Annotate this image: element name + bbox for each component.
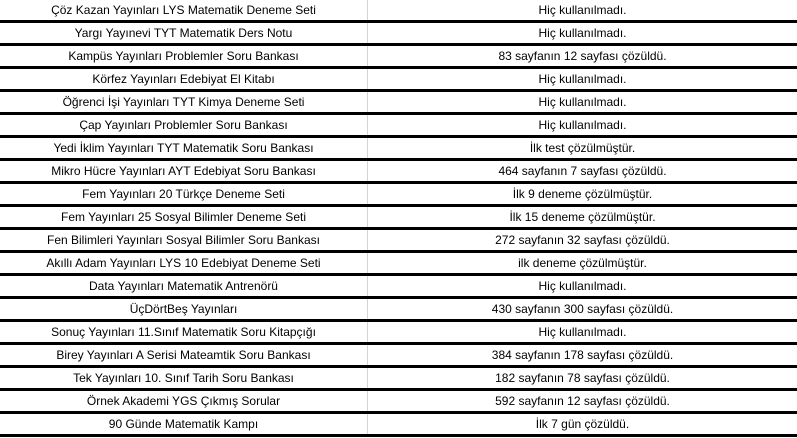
status-cell[interactable]: Hiç kullanılmadı. (538, 118, 627, 132)
status-cell[interactable]: İlk 9 deneme çözülmüştür. (512, 187, 653, 201)
book-name-cell[interactable]: Mikro Hücre Yayınları AYT Edebiyat Soru Bankası (51, 164, 316, 178)
book-name-cell[interactable]: Sonuç Yayınları 11.Sınıf Matematik Soru Kitapçığı (51, 325, 316, 339)
table-row (0, 138, 797, 161)
table-row (0, 161, 797, 184)
status-cell[interactable]: İlk 7 gün çözüldü. (535, 417, 630, 431)
status-cell[interactable]: Hiç kullanılmadı. (538, 95, 627, 109)
book-name-cell[interactable]: Data Yayınları Matematik Antrenörü (89, 279, 278, 293)
status-cell[interactable]: 182 sayfanın 78 sayfası çözüldü. (495, 371, 670, 385)
book-name-cell[interactable]: Fem Yayınları 25 Sosyal Bilimler Deneme Seti (61, 210, 306, 224)
book-name-cell[interactable]: Çöz Kazan Yayınları LYS Matematik Deneme Seti (51, 3, 316, 17)
book-name-cell[interactable]: Akıllı Adam Yayınları LYS 10 Edebiyat Deneme Seti (46, 256, 321, 270)
table-row (0, 23, 797, 46)
book-name-cell[interactable]: ÜçDörtBeş Yayınları (129, 302, 238, 316)
status-cell[interactable]: Hiç kullanılmadı. (538, 3, 627, 17)
book-name-cell[interactable]: Körfez Yayınları Edebiyat El Kitabı (92, 72, 275, 86)
status-cell[interactable]: İlk test çözülmüştür. (529, 141, 636, 155)
table-row (0, 92, 797, 115)
table-row (0, 253, 797, 276)
book-name-cell[interactable]: Kampüs Yayınları Problemler Soru Bankası (68, 49, 299, 63)
table-row (0, 368, 797, 391)
status-cell[interactable]: 384 sayfanın 178 sayfası çözüldü. (491, 348, 674, 362)
book-name-cell[interactable]: Örnek Akademi YGS Çıkmış Sorular (86, 394, 281, 408)
status-cell[interactable]: 430 sayfanın 300 sayfası çözüldü. (491, 302, 674, 316)
table-row (0, 322, 797, 345)
table-row (0, 69, 797, 92)
book-name-cell[interactable]: Yargı Yayınevi TYT Matematik Ders Notu (74, 26, 293, 40)
book-name-cell[interactable]: Tek Yayınları 10. Sınıf Tarih Soru Bankası (73, 371, 294, 385)
table-row (0, 46, 797, 69)
status-cell[interactable]: Hiç kullanılmadı. (538, 72, 627, 86)
table-row (0, 230, 797, 253)
book-name-cell[interactable]: Öğrenci İşi Yayınları TYT Kimya Deneme Seti (62, 95, 305, 109)
book-name-cell[interactable]: Çap Yayınları Problemler Soru Bankası (79, 118, 288, 132)
status-cell[interactable]: Hiç kullanılmadı. (538, 279, 627, 293)
book-name-cell[interactable]: 90 Günde Matematik Kampı (108, 417, 259, 431)
book-name-cell[interactable]: Birey Yayınları A Serisi Mateamtik Soru Bankası (56, 348, 311, 362)
status-cell[interactable]: Hiç kullanılmadı. (538, 325, 627, 339)
status-cell[interactable]: 592 sayfanın 12 sayfası çözüldü. (495, 394, 670, 408)
status-cell[interactable]: Hiç kullanılmadı. (538, 26, 627, 40)
table-row (0, 299, 797, 322)
table-row (0, 184, 797, 207)
status-cell[interactable]: İlk 15 deneme çözülmüştür. (509, 210, 656, 224)
table-row (0, 0, 797, 23)
book-name-cell[interactable]: Fem Yayınları 20 Türkçe Deneme Seti (82, 187, 285, 201)
table-row (0, 276, 797, 299)
status-cell[interactable]: 464 sayfanın 7 sayfası çözüldü. (498, 164, 667, 178)
table-row (0, 414, 797, 437)
table-row (0, 115, 797, 138)
table-row (0, 207, 797, 230)
status-cell[interactable]: ilk deneme çözülmüştür. (518, 256, 647, 270)
status-cell[interactable]: 272 sayfanın 32 sayfası çözüldü. (495, 233, 670, 247)
table-row (0, 391, 797, 414)
book-name-cell[interactable]: Yedi İklim Yayınları TYT Matematik Soru Bankası (53, 141, 314, 155)
status-cell[interactable]: 83 sayfanın 12 sayfası çözüldü. (498, 49, 667, 63)
book-name-cell[interactable]: Fen Bilimleri Yayınları Sosyal Bilimler Soru Bankası (47, 233, 320, 247)
table-row (0, 345, 797, 368)
